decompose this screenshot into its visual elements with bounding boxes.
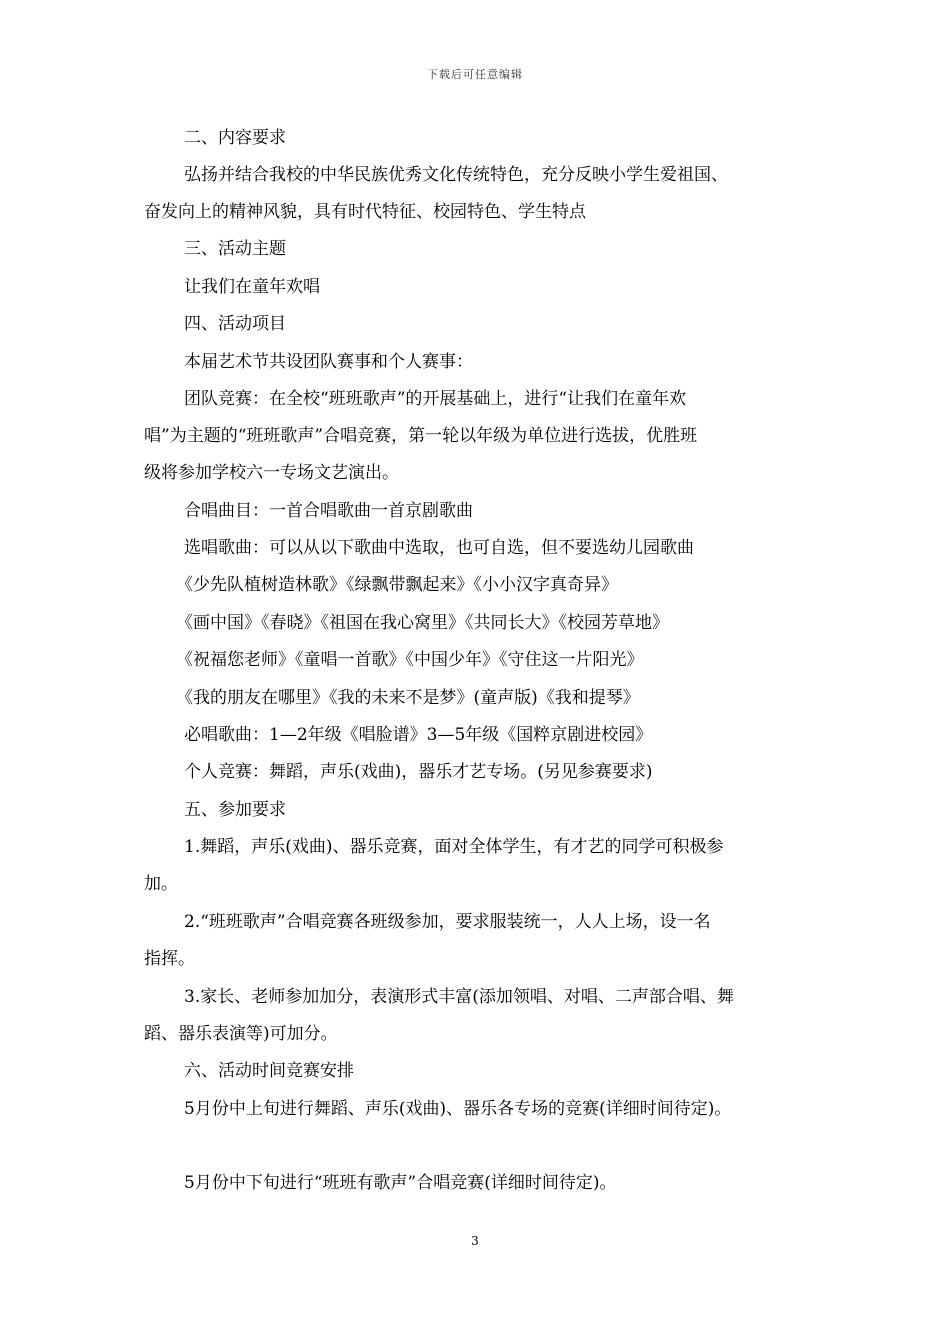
paragraph-line: 团队竞赛：在全校“班班歌声”的开展基础上，进行“让我们在童年欢	[184, 389, 687, 409]
paragraph-line: 本届艺术节共设团队赛事和个人赛事：	[184, 352, 473, 372]
song-list-line: 《我的朋友在哪里》《我的未来不是梦》(童声版)《我和提琴》	[176, 688, 640, 708]
paragraph-line: 2.“班班歌声”合唱竞赛各班级参加，要求服装统一，人人上场，设一名	[184, 912, 711, 932]
paragraph-line: 唱”为主题的“班班歌声”合唱竞赛，第一轮以年级为单位进行选拔，优胜班	[144, 426, 698, 446]
paragraph-line: 5月份中下旬进行“班班有歌声”合唱竞赛(详细时间待定)。	[184, 1173, 617, 1193]
section-heading-schedule: 六、活动时间竞赛安排	[184, 1061, 354, 1081]
page-number: 3	[471, 1234, 479, 1248]
paragraph-line: 级将参加学校六一专场文艺演出。	[144, 463, 399, 483]
paragraph-line: 3.家长、老师参加加分，表演形式丰富(添加领唱、对唱、二声部合唱、舞	[184, 987, 734, 1007]
song-list-line: 《祝福您老师》《童唱一首歌》《中国少年》《守住这一片阳光》	[176, 650, 644, 670]
paragraph-line: 弘扬并结合我校的中华民族优秀文化传统特色，充分反映小学生爱祖国、	[184, 165, 728, 185]
section-heading-content-requirements: 二、内容要求	[184, 128, 286, 148]
paragraph-line: 奋发向上的精神风貌，具有时代特征、校园特色、学生特点	[144, 202, 586, 222]
paragraph-line: 个人竞赛：舞蹈，声乐(戏曲)，器乐才艺专场。(另见参赛要求)	[184, 762, 653, 782]
song-list-line: 《少先队植树造林歌》《绿飘带飘起来》《小小汉字真奇异》	[176, 575, 618, 595]
paragraph-line: 合唱曲目：一首合唱歌曲一首京剧歌曲	[184, 501, 473, 521]
paragraph-line: 5月份中上旬进行舞蹈、声乐(戏曲)、器乐各专场的竞赛(详细时间待定)。	[184, 1099, 732, 1119]
paragraph-line: 必唱歌曲：1—2年级《唱脸谱》3—5年级《国粹京剧进校园》	[184, 725, 653, 745]
paragraph-line: 指挥。	[144, 949, 195, 969]
section-heading-participation: 五、参加要求	[184, 800, 286, 820]
section-heading-activity-theme: 三、活动主题	[184, 239, 286, 259]
page-header: 下载后可任意编辑	[427, 68, 523, 81]
paragraph-line: 选唱歌曲：可以从以下歌曲中选取，也可自选，但不要选幼儿园歌曲	[184, 538, 694, 558]
paragraph-line: 1.舞蹈，声乐(戏曲)、器乐竞赛，面对全体学生，有才艺的同学可积极参	[184, 837, 724, 857]
section-heading-activity-items: 四、活动项目	[184, 314, 286, 334]
paragraph-line: 加。	[144, 874, 178, 894]
paragraph-line: 让我们在童年欢唱	[184, 277, 320, 297]
song-list-line: 《画中国》《春晓》《祖国在我心窝里》《共同长大》《校园芳草地》	[176, 613, 669, 633]
paragraph-line: 蹈、器乐表演等)可加分。	[144, 1024, 338, 1044]
